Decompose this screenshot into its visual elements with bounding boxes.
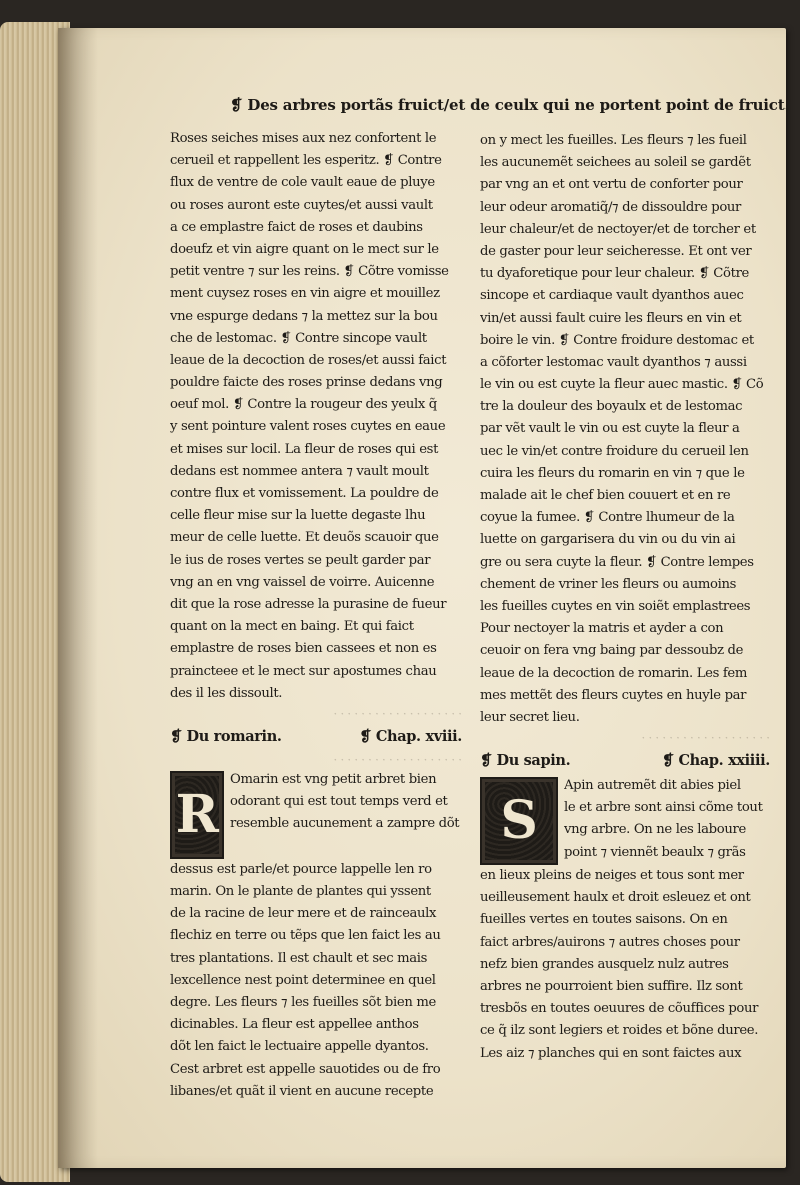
- text-line: leaue de la decoction de romarin. Les fem: [480, 665, 747, 681]
- text-line: quant on la mect en baing. Et qui faict: [170, 619, 414, 635]
- text-line: ce q̃ ilz sont legiers et roides et bõne duree.: [480, 1023, 759, 1039]
- text-line: lexcellence nest point determinee en quel: [170, 972, 436, 988]
- text-line: Les aiz ⁊ planches qui en sont faictes aux: [480, 1045, 742, 1061]
- text-line: arbres ne pourroient bien suffire. Ilz sont: [480, 979, 743, 994]
- text-line: sincope et cardiaque vault dyanthos auec: [480, 288, 744, 304]
- text-line: ueilleusement haulx et droit esleuez et ont: [480, 890, 751, 906]
- chapter-title: ❡ Du romarin.: [170, 727, 282, 745]
- indented-lines: [564, 775, 770, 864]
- initial-block: [170, 769, 462, 859]
- text-line: ment cuysez roses en vin aigre et mouillez: [170, 286, 440, 302]
- text-line: de gaster pour leur seicheresse. Et ont ver: [480, 243, 752, 259]
- text-line: tu dyaforetique pour leur chaleur. ❡ Cõtre: [480, 266, 749, 282]
- text-line: ceuoir on fera vng baing par dessoubz de: [480, 643, 744, 659]
- text-line: cerueil et rappellent les esperitz. ❡ Contre: [170, 153, 442, 169]
- chapter-title: ❡ Du sapin.: [480, 751, 571, 769]
- text-line: vng an en vng vaissel de voirre. Auicenne: [170, 574, 435, 590]
- text-line: tre la douleur des boyaulx et de lestomac: [480, 399, 743, 415]
- text-line: a cõforter lestomac vault dyanthos ⁊ aussi: [480, 354, 747, 370]
- text-line: leaue de la decoction de roses/et aussi faict: [170, 352, 447, 368]
- show-through-text: · · · · · · · · · · · · · · · · · · ·: [333, 706, 462, 721]
- text-line: le vin ou est cuyte la fleur auec mastic. ❡ Cõ: [480, 377, 764, 393]
- text-line: flechiz en terre ou tẽps que len faict les au: [170, 928, 441, 944]
- text-line: Roses seiches mises aux nez confortent le: [170, 131, 437, 146]
- text-line: libanes/et quãt il vient en aucune recepte: [170, 1083, 434, 1099]
- text-line: vne espurge dedans ⁊ la mettez sur la bou: [170, 308, 438, 324]
- text-line: meur de celle luette. Et deuõs scauoir que: [170, 530, 439, 546]
- chapter-heading-sapin: [480, 747, 770, 775]
- text-line: dõt len faict le lectuaire appelle dyantos.: [170, 1039, 429, 1055]
- text-line: par vng an et ont vertu de conforter pour: [480, 177, 743, 193]
- text-line: leur secret lieu.: [480, 709, 580, 725]
- text-line: a ce emplastre faict de roses et daubins: [170, 219, 423, 235]
- text-line: Pour nectoyer la matris et ayder a con: [480, 621, 724, 637]
- text-line: coyue la fumee. ❡ Contre lhumeur de la: [480, 510, 735, 526]
- text-line: par vẽt vault le vin ou est cuyte la fleur a: [480, 421, 740, 437]
- text-line: leur odeur aromatiq̃/⁊ de dissouldre pour: [480, 199, 742, 215]
- text-line: dicinables. La fleur est appellee anthos: [170, 1017, 419, 1033]
- left-text-block-romarin: [170, 859, 462, 1103]
- text-line: chement de vriner les fleurs ou aumoins: [480, 576, 737, 592]
- text-line: les fueilles cuytes en vin soiẽt emplastrees: [480, 598, 751, 614]
- text-line: Omarin est vng petit arbret bien: [230, 771, 437, 787]
- text-line: mes mettẽt des fleurs cuytes en huyle par: [480, 687, 747, 703]
- indented-lines: [230, 769, 462, 836]
- text-line: le et arbre sont ainsi cõme tout: [564, 800, 763, 816]
- text-line: les aucunemẽt seichees au soleil se gardẽt: [480, 155, 751, 171]
- text-line: dedans est nommee antera ⁊ vault moult: [170, 463, 429, 479]
- text-line: vin/et aussi fault cuire les fleurs en vin et: [480, 310, 742, 326]
- text-line: ou roses auront este cuytes/et aussi vault: [170, 197, 433, 213]
- text-line: boire le vin. ❡ Contre froidure destomac et: [480, 332, 754, 348]
- chapter-number: ❡ Chap. xviii.: [359, 727, 462, 745]
- chapter-heading-romarin: [170, 723, 462, 751]
- right-text-block-romarin: [480, 130, 770, 729]
- text-line: contre flux et vomissement. La pouldre de: [170, 486, 439, 501]
- right-text-block-sapin: [480, 865, 770, 1065]
- text-line: cuira les fleurs du romarin en vin ⁊ que le: [480, 465, 745, 481]
- text-line: en lieux pleins de neiges et tous sont mer: [480, 868, 744, 884]
- decorated-initial-S: S: [480, 777, 558, 865]
- text-line: uec le vin/et contre froidure du cerueil len: [480, 443, 749, 459]
- left-column: [170, 128, 462, 1103]
- text-line: marin. On le plante de plantes qui yssent: [170, 884, 431, 900]
- text-line: pouldre faicte des roses prinse dedans vng: [170, 375, 443, 391]
- chapter-number: ❡ Chap. xxiiii.: [661, 751, 770, 769]
- initial-block: [480, 775, 770, 865]
- right-column: [480, 130, 770, 1065]
- text-line: fueilles vertes en toutes saisons. On en: [480, 912, 728, 928]
- text-line: doeufz et vin aigre quant on le mect sur le: [170, 241, 439, 257]
- text-line: flux de ventre de cole vault eaue de pluye: [170, 175, 435, 191]
- text-line: che de lestomac. ❡ Contre sincope vault: [170, 330, 427, 346]
- text-line: tres plantations. Il est chault et sec mais: [170, 950, 428, 966]
- text-line: leur chaleur/et de nectoyer/et de torcher et: [480, 221, 756, 237]
- text-line: on y mect les fueilles. Les fleurs ⁊ les fueil: [480, 133, 747, 148]
- show-through-text: · · · · · · · · · · · · · · · · · · ·: [333, 752, 462, 767]
- text-line: petit ventre ⁊ sur les reins. ❡ Cõtre vomisse: [170, 264, 449, 280]
- text-line: oeuf mol. ❡ Contre la rougeur des yeulx q̃: [170, 397, 437, 413]
- text-line: luette on gargarisera du vin ou du vin ai: [480, 532, 736, 548]
- text-line: resemble aucunement a zampre dõt: [230, 816, 460, 832]
- text-line: praincteee et le mect sur apostumes chau: [170, 663, 437, 679]
- text-line: degre. Les fleurs ⁊ les fueilles sõt bien me: [170, 995, 436, 1010]
- text-line: gre ou sera cuyte la fleur. ❡ Contre lempes: [480, 554, 754, 570]
- left-text-block-roses: [170, 128, 462, 705]
- text-line: Apin autremẽt dit abies piel: [564, 778, 741, 794]
- text-line: de la racine de leur mere et de rainceaulx: [170, 906, 437, 922]
- text-line: et mises sur locil. La fleur de roses qui est: [170, 441, 439, 457]
- text-line: des il les dissoult.: [170, 685, 283, 701]
- text-line: celle fleur mise sur la luette degaste lhu: [170, 508, 426, 524]
- text-line: nefz bien grandes ausquelz nulz autres: [480, 956, 729, 972]
- text-line: le ius de roses vertes se peult garder par: [170, 552, 431, 568]
- text-line: odorant qui est tout temps verd et: [230, 794, 448, 810]
- text-line: y sent pointure valent roses cuytes en eaue: [170, 419, 446, 435]
- text-line: Cest arbret est appelle sauotides ou de fro: [170, 1061, 441, 1077]
- text-line: malade ait le chef bien couuert et en re: [480, 488, 731, 503]
- running-head: ❡ Des arbres portãs fruict/et de ceulx qui ne portent point de fruict.: [230, 96, 790, 114]
- show-through-text: · · · · · · · · · · · · · · · · · · ·: [641, 731, 770, 746]
- decorated-initial-R: R: [170, 771, 224, 859]
- text-line: dessus est parle/et pource lappelle len ro: [170, 861, 432, 877]
- text-line: vng arbre. On ne les laboure: [564, 822, 746, 838]
- text-line: point ⁊ viennẽt beaulx ⁊ grãs: [564, 844, 746, 860]
- text-line: faict arbres/auirons ⁊ autres choses pour: [480, 934, 740, 950]
- text-line: dit que la rose adresse la purasine de fueur: [170, 596, 447, 612]
- text-line: tresbõs en toutes oeuures de cõuffices pour: [480, 1001, 759, 1017]
- text-line: emplastre de roses bien cassees et non es: [170, 641, 437, 657]
